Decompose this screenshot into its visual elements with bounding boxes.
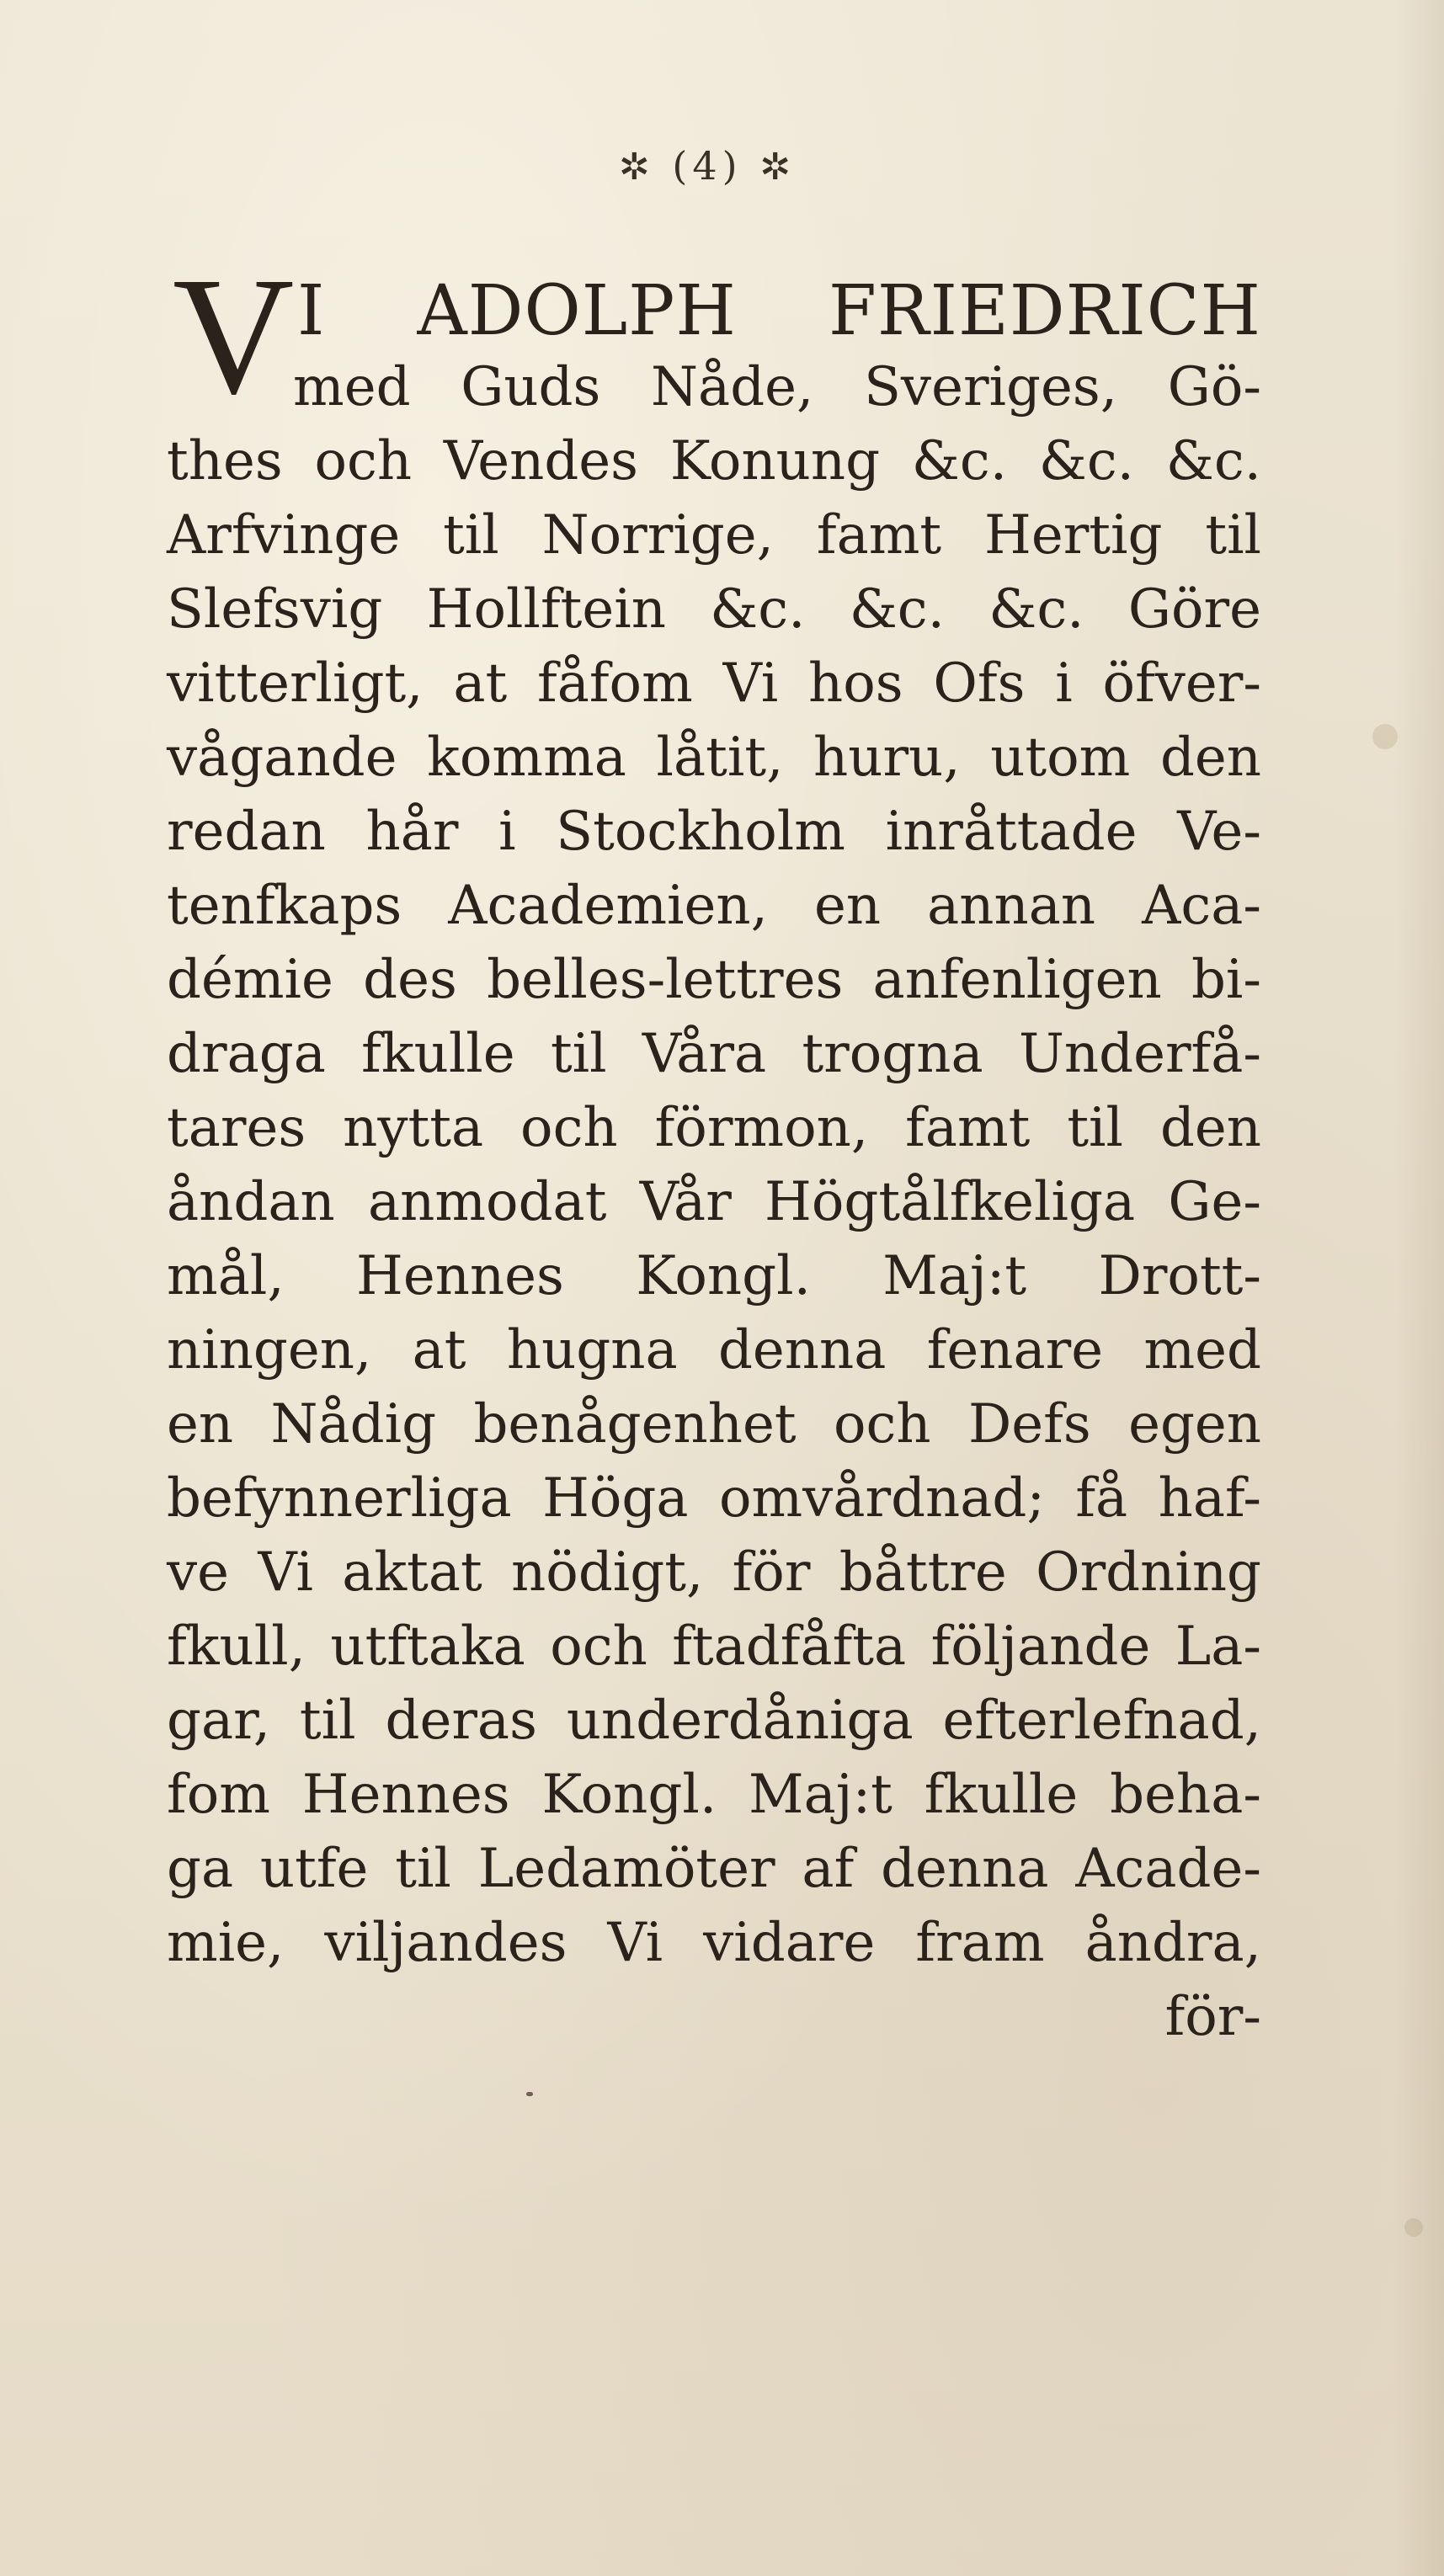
text-line: gar, til deras underdåniga efterlefnad,	[167, 1690, 1261, 1752]
drop-cap: V	[173, 243, 295, 429]
text-line: ningen, at hugna denna fenare med	[167, 1319, 1261, 1381]
text-line: thes och Vendes Konung &c. &c. &c.	[167, 430, 1261, 492]
text-line: vågande komma låtit, huru, utom den	[167, 726, 1261, 789]
text-line: I ADOLPH FRIEDRICH	[297, 271, 1261, 351]
text-line: draga fkulle til Våra trogna Underfå-	[167, 1023, 1261, 1085]
text-line: mie, viljandes Vi vidare fram åndra,	[167, 1912, 1261, 1974]
text-line: Slefsvig Hollftein &c. &c. &c. Göre	[167, 578, 1261, 641]
ornament-left-icon: ✲	[618, 146, 655, 189]
text-line: démie des belles-lettres anfenligen bi-	[167, 949, 1261, 1011]
text-line: tares nytta och förmon, famt til den	[167, 1097, 1261, 1159]
text-line: Arfvinge til Norrige, famt Hertig til	[167, 504, 1261, 567]
text-line: ve Vi aktat nödigt, för båttre Ordning	[167, 1541, 1261, 1604]
text-line: fkull, utftaka och ftadfåfta följande La-	[167, 1615, 1261, 1678]
text-line: befynnerliga Höga omvårdnad; få haf-	[167, 1467, 1261, 1530]
page-edge-shadow	[1393, 0, 1444, 2576]
text-line: åndan anmodat Vår Högtålfkeliga Ge-	[167, 1171, 1261, 1233]
catchword: för-	[1164, 1986, 1261, 2048]
text-line: vitterligt, at fåfom Vi hos Ofs i öfver-	[167, 652, 1261, 715]
text-line: fom Hennes Kongl. Maj:t fkulle beha-	[167, 1764, 1261, 1826]
text-line: mål, Hennes Kongl. Maj:t Drott-	[167, 1245, 1261, 1307]
ink-speck	[526, 2092, 533, 2096]
text-line: en Nådig benågenhet och Defs egen	[167, 1393, 1261, 1456]
page-number: 4	[692, 143, 722, 189]
paper-stain	[1372, 724, 1398, 749]
text-line: ga utfe til Ledamöter af denna Acade-	[167, 1838, 1261, 1900]
page-header	[539, 143, 876, 210]
text-line: med Guds Nåde, Sveriges, Gö-	[293, 356, 1261, 418]
paper-stain	[1404, 2218, 1423, 2237]
page-number-open-paren: (	[672, 143, 693, 189]
text-line: redan hår i Stockholm inråttade Ve-	[167, 801, 1261, 863]
page-number-close-paren: )	[722, 143, 743, 189]
ornament-right-icon: ✲	[759, 146, 797, 189]
text-line: tenfkaps Academien, en annan Aca-	[167, 875, 1261, 937]
